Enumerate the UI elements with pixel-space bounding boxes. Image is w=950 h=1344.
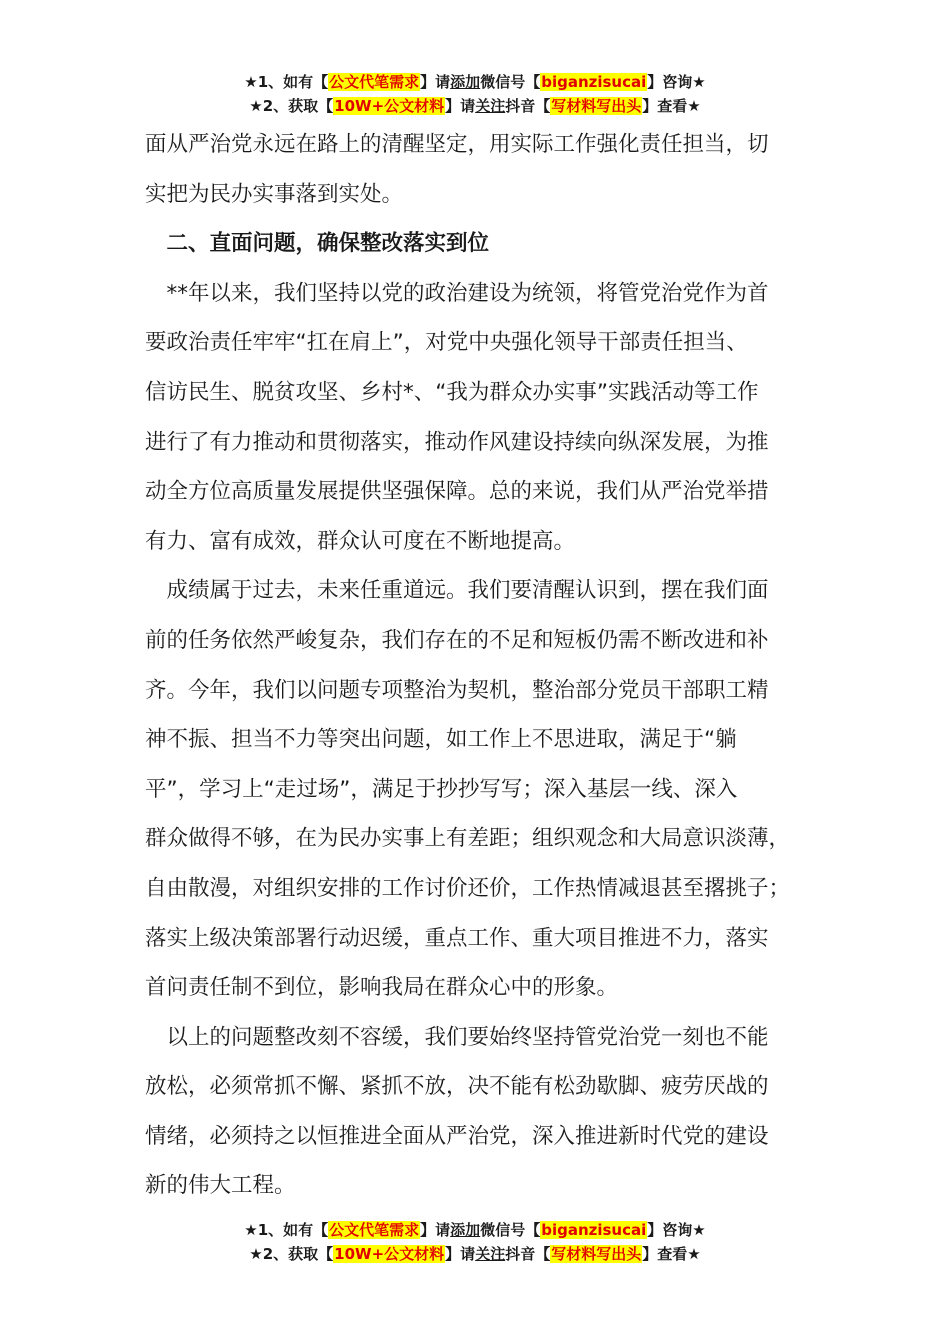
text-line: 要政治责任牢牢“扛在肩上”，对党中央强化领导干部责任担当、 bbox=[145, 330, 748, 356]
banner-text: 微信号【 bbox=[480, 73, 541, 91]
star-icon: ★ bbox=[244, 73, 258, 91]
banner-text: 】查看 bbox=[642, 97, 688, 115]
text-line: 自由散漫，对组织安排的工作讨价还价，工作热情减退甚至撂挑子； bbox=[145, 875, 791, 901]
text-line: 进行了有力推动和贯彻落实，推动作风建设持续向纵深发展，为推 bbox=[145, 429, 769, 455]
banner-text: 2、获取【 bbox=[262, 1245, 334, 1263]
banner-text: 抖音【 bbox=[505, 97, 551, 115]
text-line: 齐。今年，我们以问题专项整治为契机，整治部分党员干部职工精 bbox=[145, 677, 769, 703]
highlight-douyin-account: 写材料写出头 bbox=[551, 97, 642, 115]
text-line: 放松，必须常抓不懈、紧抓不放，决不能有松劲歇脚、疲劳厌战的 bbox=[145, 1074, 769, 1100]
underlined-text: 添加 bbox=[450, 1221, 481, 1239]
banner-text: 】请 bbox=[445, 97, 476, 115]
star-icon: ★ bbox=[687, 97, 701, 115]
banner-line-1 bbox=[0, 1218, 950, 1242]
text-line: 实把为民办实事落到实处。 bbox=[145, 181, 404, 207]
star-icon: ★ bbox=[244, 1221, 258, 1239]
text-line: 成绩属于过去，未来任重道远。我们要清醒认识到，摆在我们面 bbox=[145, 578, 769, 604]
text-line: **年以来，我们坚持以党的政治建设为统领，将管党治党作为首 bbox=[145, 280, 769, 306]
highlight-wechat-id: biganzisucai bbox=[541, 73, 647, 91]
banner-text: 2、获取【 bbox=[262, 97, 334, 115]
banner-text: 】请 bbox=[445, 1245, 476, 1263]
highlight-service: 公文代笔需求 bbox=[329, 1221, 420, 1239]
star-icon: ★ bbox=[687, 1245, 701, 1263]
banner-line-1 bbox=[0, 70, 950, 94]
banner-text: 1、如有【 bbox=[257, 73, 329, 91]
underlined-text: 关注 bbox=[475, 97, 506, 115]
text-line: 以上的问题整改刻不容缓，我们要始终坚持管党治党一刻也不能 bbox=[145, 1024, 769, 1050]
banner-text: 】查看 bbox=[642, 1245, 688, 1263]
banner-text: 抖音【 bbox=[505, 1245, 551, 1263]
footer-banner bbox=[0, 1218, 950, 1266]
text-line: 面从严治党永远在路上的清醒坚定，用实际工作强化责任担当，切 bbox=[145, 132, 769, 157]
text-line: 群众做得不够，在为民办实事上有差距；组织观念和大局意识淡薄， bbox=[145, 826, 791, 852]
section-heading: 二、直面问题，确保整改落实到位 bbox=[145, 231, 490, 257]
text-line: 新的伟大工程。 bbox=[145, 1173, 296, 1199]
star-icon: ★ bbox=[692, 1221, 706, 1239]
banner-text: 】咨询 bbox=[647, 1221, 693, 1239]
text-line: 落实上级决策部署行动迟缓，重点工作、重大项目推进不力，落实 bbox=[145, 925, 769, 951]
text-line: 首问责任制不到位，影响我局在群众心中的形象。 bbox=[145, 975, 619, 1001]
banner-line-2 bbox=[0, 94, 950, 118]
header-banner bbox=[0, 70, 950, 118]
banner-text: 微信号【 bbox=[480, 1221, 541, 1239]
star-icon: ★ bbox=[692, 73, 706, 91]
text-line: 前的任务依然严峻复杂，我们存在的不足和短板仍需不断改进和补 bbox=[145, 627, 769, 653]
star-icon: ★ bbox=[249, 1245, 263, 1263]
highlight-materials: 10W+公文材料 bbox=[334, 1245, 445, 1263]
text-line: 有力、富有成效，群众认可度在不断地提高。 bbox=[145, 528, 576, 554]
highlight-materials: 10W+公文材料 bbox=[334, 97, 445, 115]
banner-text: 1、如有【 bbox=[257, 1221, 329, 1239]
highlight-wechat-id: biganzisucai bbox=[541, 1221, 647, 1239]
banner-text: 】咨询 bbox=[647, 73, 693, 91]
underlined-text: 添加 bbox=[450, 73, 481, 91]
text-line: 动全方位高质量发展提供坚强保障。总的来说，我们从严治党举措 bbox=[145, 479, 769, 505]
text-line: 神不振、担当不力等突出问题，如工作上不思进取，满足于“躺 bbox=[145, 727, 737, 753]
underlined-text: 关注 bbox=[475, 1245, 506, 1263]
banner-text: 】请 bbox=[420, 73, 451, 91]
banner-line-2 bbox=[0, 1242, 950, 1266]
text-line: 平”，学习上“走过场”，满足于抄抄写写；深入基层一线、深入 bbox=[145, 776, 738, 802]
text-line: 信访民生、脱贫攻坚、乡村*、“我为群众办实事”实践活动等工作 bbox=[145, 379, 759, 405]
banner-text: 】请 bbox=[420, 1221, 451, 1239]
highlight-douyin-account: 写材料写出头 bbox=[551, 1245, 642, 1263]
star-icon: ★ bbox=[249, 97, 263, 115]
text-line: 情绪，必须持之以恒推进全面从严治党，深入推进新时代党的建设 bbox=[145, 1123, 769, 1149]
highlight-service: 公文代笔需求 bbox=[329, 73, 420, 91]
document-body bbox=[145, 120, 815, 1211]
